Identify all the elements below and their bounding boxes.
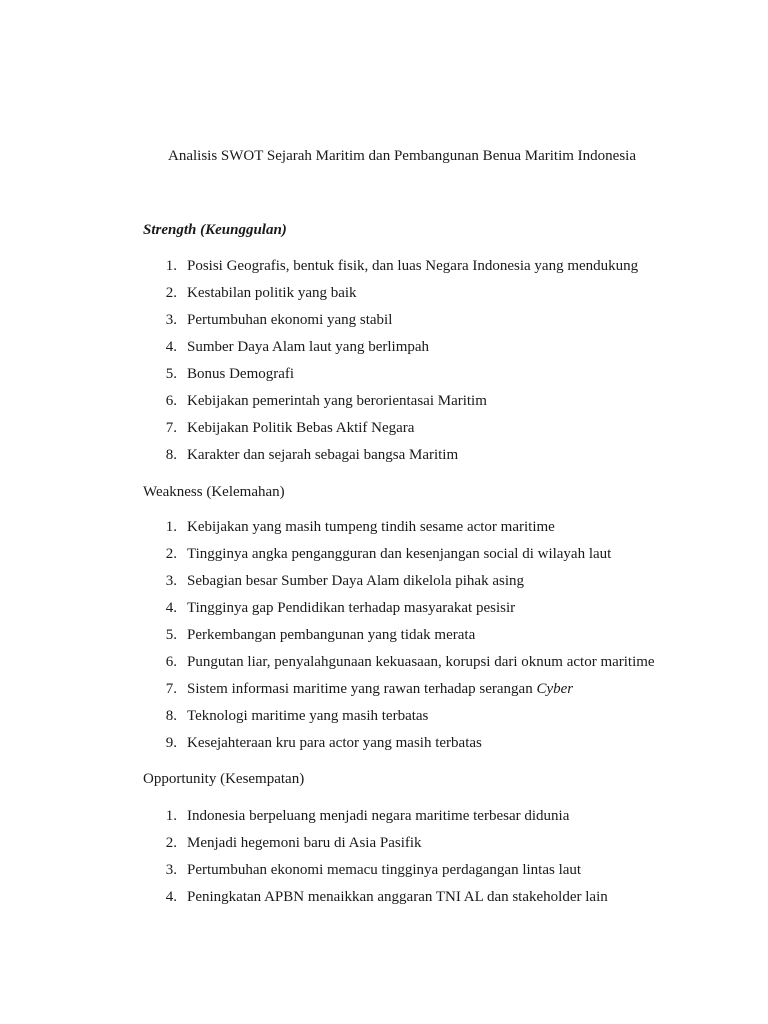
list-item-text: Kebijakan Politik Bebas Aktif Negara <box>187 420 415 436</box>
strength-heading: Strength (Keunggulan) <box>143 222 287 238</box>
document-title: Analisis SWOT Sejarah Maritim dan Pembangunan Benua Maritim Indonesia <box>168 148 636 164</box>
list-item <box>143 334 743 361</box>
list-number: 3. <box>165 573 177 589</box>
list-number: 8. <box>165 447 177 463</box>
list-item <box>143 730 743 757</box>
list-item <box>143 253 743 280</box>
opportunity-list <box>143 803 743 911</box>
list-number: 9. <box>165 735 177 751</box>
list-item <box>143 857 743 884</box>
list-number: 2. <box>165 835 177 851</box>
list-number: 5. <box>165 627 177 643</box>
list-number: 6. <box>165 654 177 670</box>
list-item-text: Kebijakan yang masih tumpeng tindih sesame actor maritime <box>187 519 555 535</box>
list-item-text-main: Sistem informasi maritime yang rawan terhadap serangan <box>187 681 537 697</box>
list-item <box>143 703 743 730</box>
list-item-text: Kesejahteraan kru para actor yang masih terbatas <box>187 735 482 751</box>
list-number: 3. <box>165 312 177 328</box>
list-item-text: Pungutan liar, penyalahgunaan kekuasaan, korupsi dari oknum actor maritime <box>187 654 655 670</box>
list-number: 7. <box>165 681 177 697</box>
weakness-list <box>143 514 743 757</box>
list-number: 1. <box>165 519 177 535</box>
opportunity-heading: Opportunity (Kesempatan) <box>143 771 305 787</box>
list-item <box>143 884 743 911</box>
strength-list <box>143 253 743 469</box>
list-item <box>143 649 743 676</box>
list-number: 4. <box>165 339 177 355</box>
list-item <box>143 803 743 830</box>
list-item-text: Peningkatan APBN menaikkan anggaran TNI AL dan stakeholder lain <box>187 889 608 905</box>
list-item-text: Kestabilan politik yang baik <box>187 285 357 301</box>
list-item <box>143 622 743 649</box>
list-number: 6. <box>165 393 177 409</box>
list-item-emphasis: Cyber <box>536 681 574 697</box>
list-item-text: Pertumbuhan ekonomi yang stabil <box>187 312 393 328</box>
list-item <box>143 541 743 568</box>
list-item-text: Perkembangan pembangunan yang tidak merata <box>187 627 476 643</box>
list-item <box>143 514 743 541</box>
list-number: 2. <box>165 285 177 301</box>
list-item-text: Menjadi hegemoni baru di Asia Pasifik <box>187 835 422 851</box>
list-number: 2. <box>165 546 177 562</box>
list-item-text: Karakter dan sejarah sebagai bangsa Maritim <box>187 447 459 463</box>
list-item <box>143 442 743 469</box>
list-number: 8. <box>165 708 177 724</box>
list-item-text: Sumber Daya Alam laut yang berlimpah <box>187 339 430 355</box>
list-number: 3. <box>165 862 177 878</box>
list-number: 7. <box>165 420 177 436</box>
list-item-text: Tingginya gap Pendidikan terhadap masyarakat pesisir <box>187 600 516 616</box>
list-item <box>143 415 743 442</box>
list-item <box>143 830 743 857</box>
weakness-heading: Weakness (Kelemahan) <box>143 484 285 500</box>
list-number: 4. <box>165 889 177 905</box>
list-item-text: Posisi Geografis, bentuk fisik, dan luas Negara Indonesia yang mendukung <box>187 258 639 274</box>
list-item <box>143 388 743 415</box>
list-item <box>143 676 743 703</box>
list-item-text: Indonesia berpeluang menjadi negara maritime terbesar didunia <box>187 808 570 824</box>
list-item <box>143 361 743 388</box>
list-item <box>143 568 743 595</box>
list-item-text: Sebagian besar Sumber Daya Alam dikelola pihak asing <box>187 573 524 589</box>
list-item <box>143 307 743 334</box>
list-number: 1. <box>165 258 177 274</box>
list-item-text: Bonus Demografi <box>187 366 295 382</box>
list-item-text: Pertumbuhan ekonomi memacu tingginya perdagangan lintas laut <box>187 862 582 878</box>
list-item <box>143 595 743 622</box>
list-item-text: Teknologi maritime yang masih terbatas <box>187 708 429 724</box>
list-item-text: Kebijakan pemerintah yang berorientasai Maritim <box>187 393 487 409</box>
list-number: 5. <box>165 366 177 382</box>
list-item <box>143 280 743 307</box>
list-number: 1. <box>165 808 177 824</box>
list-number: 4. <box>165 600 177 616</box>
list-item-text <box>187 676 573 703</box>
list-item-text: Tingginya angka pengangguran dan kesenjangan social di wilayah laut <box>187 546 612 562</box>
